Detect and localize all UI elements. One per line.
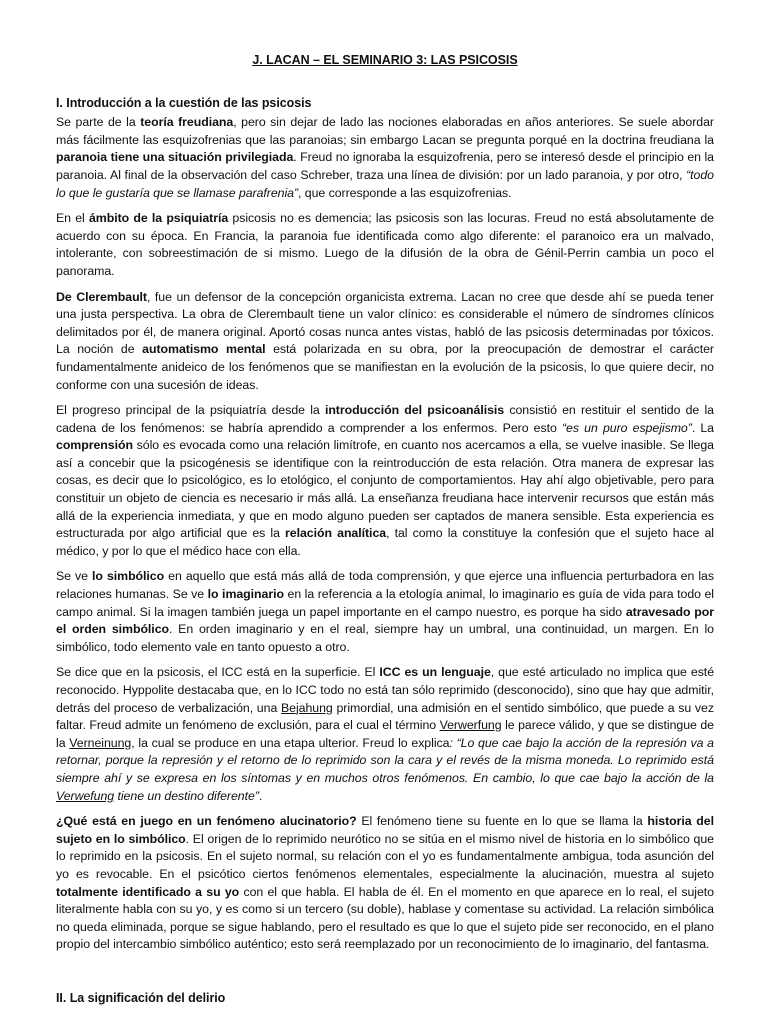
emphasis-text: comprensión <box>56 438 133 453</box>
paragraph-text: . <box>258 788 263 803</box>
emphasis-text: “todo lo que le gustaría que se llamase parafrenia” <box>56 167 714 200</box>
paragraph-text: en la referencia a la etología animal, lo imaginario es guía de vida para todo el campo animal. Si la imagen también juega un papel importante en el campo nuestro, es porque ha sido <box>56 587 714 619</box>
emphasis-text: De Clerembault <box>56 289 147 304</box>
paragraph-text: . Freud no ignoraba la esquizofrenia, pero se interesó desde el principio en la paranoia. Al final de la observación del caso Schreber, traza una línea de división: por un lado paranoia, y por otro, <box>56 150 714 182</box>
emphasis-text: automatismo mental <box>142 342 266 357</box>
paragraph-text: . En orden imaginario y en el real, siempre hay un umbral, una continuidad, un margen. En lo simbólico, todo elemento vale en tanto opuesto a otro. <box>56 622 714 654</box>
emphasis-text: “es un puro espejismo” <box>561 420 692 435</box>
document-title: J. LACAN – EL SEMINARIO 3: LAS PSICOSIS <box>252 53 518 67</box>
document-page <box>56 52 714 1010</box>
emphasis-text: historia del sujeto en lo simbólico <box>56 814 714 846</box>
body-paragraph <box>56 289 714 395</box>
paragraph-text: , que esté articulado no implica que esté reconocido. Hyppolite destacaba que, en lo ICC todo no está tan sólo reprimido (desconocido), sino que hay que admitir, detrás del proceso de verbalización, una <box>56 665 715 715</box>
body-paragraph <box>56 568 714 656</box>
section-heading-2: II. La significación del delirio <box>56 990 226 1005</box>
emphasis-text: ámbito de la psiquiatría <box>88 211 229 226</box>
paragraph-text: , la cual se produce en una etapa ulterior. Freud lo explica <box>131 735 450 750</box>
emphasis-text: Verwerfung <box>439 718 502 733</box>
paragraph-text: , pero sin dejar de lado las nociones elaboradas en años anteriores. Se suele abordar más fácilmente las esquizofrenias que las paranoias; sin embargo Lacan se pregunta porqué en la doctrina freudiana la <box>56 115 714 147</box>
emphasis-text: Bejahung <box>280 700 333 715</box>
paragraph-text: El progreso principal de la psiquiatría desde la <box>56 403 325 418</box>
emphasis-text: Verwefung <box>56 788 115 803</box>
paragraph-text: , fue un defensor de la concepción organicista extrema. Lacan no cree que desde ahí se pueda tener una justa perspectiva. La obra de Clerembault tiene un valor clínico: es considerable el número de síndromes clínicos delimitados por él, de manera original. Aportó cosas nunca antes vistas, habló de las psicosis determinadas por tóxicos. La noción de <box>56 289 714 357</box>
paragraph-text: le parece válido, y que se distingue de la <box>56 718 714 750</box>
emphasis-text: lo simbólico <box>92 569 165 584</box>
paragraph-text: En el <box>56 211 89 226</box>
body-paragraph <box>56 664 714 805</box>
emphasis-text: ¿Qué está en juego en un fenómeno alucinatorio? <box>56 814 357 829</box>
paragraph-text: , tal como la constituye la confesión que el sujeto hace al médico, y por lo que el médico hace con ella. <box>56 526 714 558</box>
section-heading-1: I. Introducción a la cuestión de las psicosis <box>56 95 312 110</box>
emphasis-text: tiene un destino diferente” <box>114 788 259 803</box>
paragraph-text: primordial, una admisión en el sentido simbólico, que puede a su vez faltar. Freud admite un fenómeno de exclusión, para el cual el término <box>56 700 714 733</box>
paragraph-text: sólo es evocada como una relación limítrofe, en cuanto nos acercamos a ella, se vuelve inasible. Se llega así a concebir que la psicogénesis se identifique con la reintroducción de esta relación. Otra manera de expresar las cosas, es decir que lo psicológico, es lo etológico, el conjunto de comportamientos. Hay ahí algo objetivable, pero para constituir un objeto de ciencia es necesario ir más allá. La enseñanza freudiana hace intervenir recursos que están más allá de la experiencia inmediata, y que en modo alguno pueden ser captados de manera sensible. Esta experiencia es estructurada por algo artificial que es la <box>56 438 714 541</box>
section-1-body <box>56 114 714 954</box>
emphasis-text: : “Lo que cae bajo la acción de la represión va a retornar, porque la represión y el retorno de lo reprimido son la cara y el revés de la misma moneda. Lo reprimido está siempre ahí y se expresa en los síntomas y en muchos otros fenómenos. En cambio, lo que cae bajo la acción de la <box>56 735 714 785</box>
paragraph-text: consistió en restituir el sentido de la cadena de los fenómenos: se habría aprendido a comprender a los enfermos. Pero esto <box>56 403 714 435</box>
emphasis-text: relación analítica <box>285 526 387 541</box>
emphasis-text: totalmente identificado a su yo <box>56 884 240 899</box>
emphasis-text: atravesado por el orden simbólico <box>56 604 714 637</box>
emphasis-text: introducción del psicoanálisis <box>324 403 505 418</box>
emphasis-text: ICC es un lenguaje <box>379 665 491 680</box>
paragraph-text: psicosis no es demencia; las psicosis son las locuras. Freud no está absolutamente de acuerdo con su época. En Francia, la paranoia fue identificada como algo diferente: el paranoico era un malvado, intolerante, con sobreestimación de si mismo. Luego de la difusión de la obra de Génil-Perrin cambia un poco el panorama. <box>56 211 715 278</box>
paragraph-text: con el que habla. El habla de él. En el momento en que aparece en lo real, el sujeto literalmente habla con su yo, y es como si un tercero (su doble), hablase y comentase su actividad. La relación simbólica no queda eliminada, porque se sigue hablando, pero el resultado es que lo que el sujeto pide ser reconocido, en el plano propio del intercambio simbólico auténtico; esto será reemplazado por un reconocimiento de lo imaginario, del fantasma. <box>56 884 714 952</box>
paragraph-text: Se parte de la <box>56 115 141 130</box>
paragraph-text: en aquello que está más allá de toda comprensión, y que ejerce una influencia perturbadora en las relaciones humanas. Se ve <box>56 569 714 602</box>
body-paragraph <box>56 813 714 954</box>
paragraph-text: , que corresponde a las esquizofrenias. <box>298 185 512 200</box>
paragraph-text: . El origen de lo reprimido neurótico no se sitúa en el mismo nivel de historia en lo simbólico que lo reprimido en la psicosis. En el sujeto normal, su relación con el yo es fundamentalmente ambigua, toda asunción del yo es revocable. En el psicótico ciertos fenómenos elementales, especialmente la alucinación, muestra al sujeto <box>56 831 714 881</box>
emphasis-text: Verneinung <box>69 735 132 750</box>
body-paragraph <box>56 210 714 280</box>
paragraph-text: . La <box>691 420 714 435</box>
paragraph-text: Se dice que en la psicosis, el ICC está en la superficie. El <box>56 665 380 680</box>
paragraph-text: Se ve <box>56 569 93 584</box>
paragraph-text: está polarizada en su obra, por la preocupación de demostrar el carácter fundamentalmente anideico de los fenómenos que se manifiestan en la evolución de la psicosis, lo que quiere decir, no conforme con una sucesión de ideas. <box>56 342 714 392</box>
paragraph-text: El fenómeno tiene su fuente en lo que se llama la <box>356 814 648 829</box>
body-paragraph <box>56 114 714 202</box>
emphasis-text: lo imaginario <box>207 587 284 602</box>
body-paragraph <box>56 402 714 560</box>
emphasis-text: paranoia tiene una situación privilegiada <box>56 150 294 165</box>
emphasis-text: teoría freudiana <box>140 115 234 130</box>
